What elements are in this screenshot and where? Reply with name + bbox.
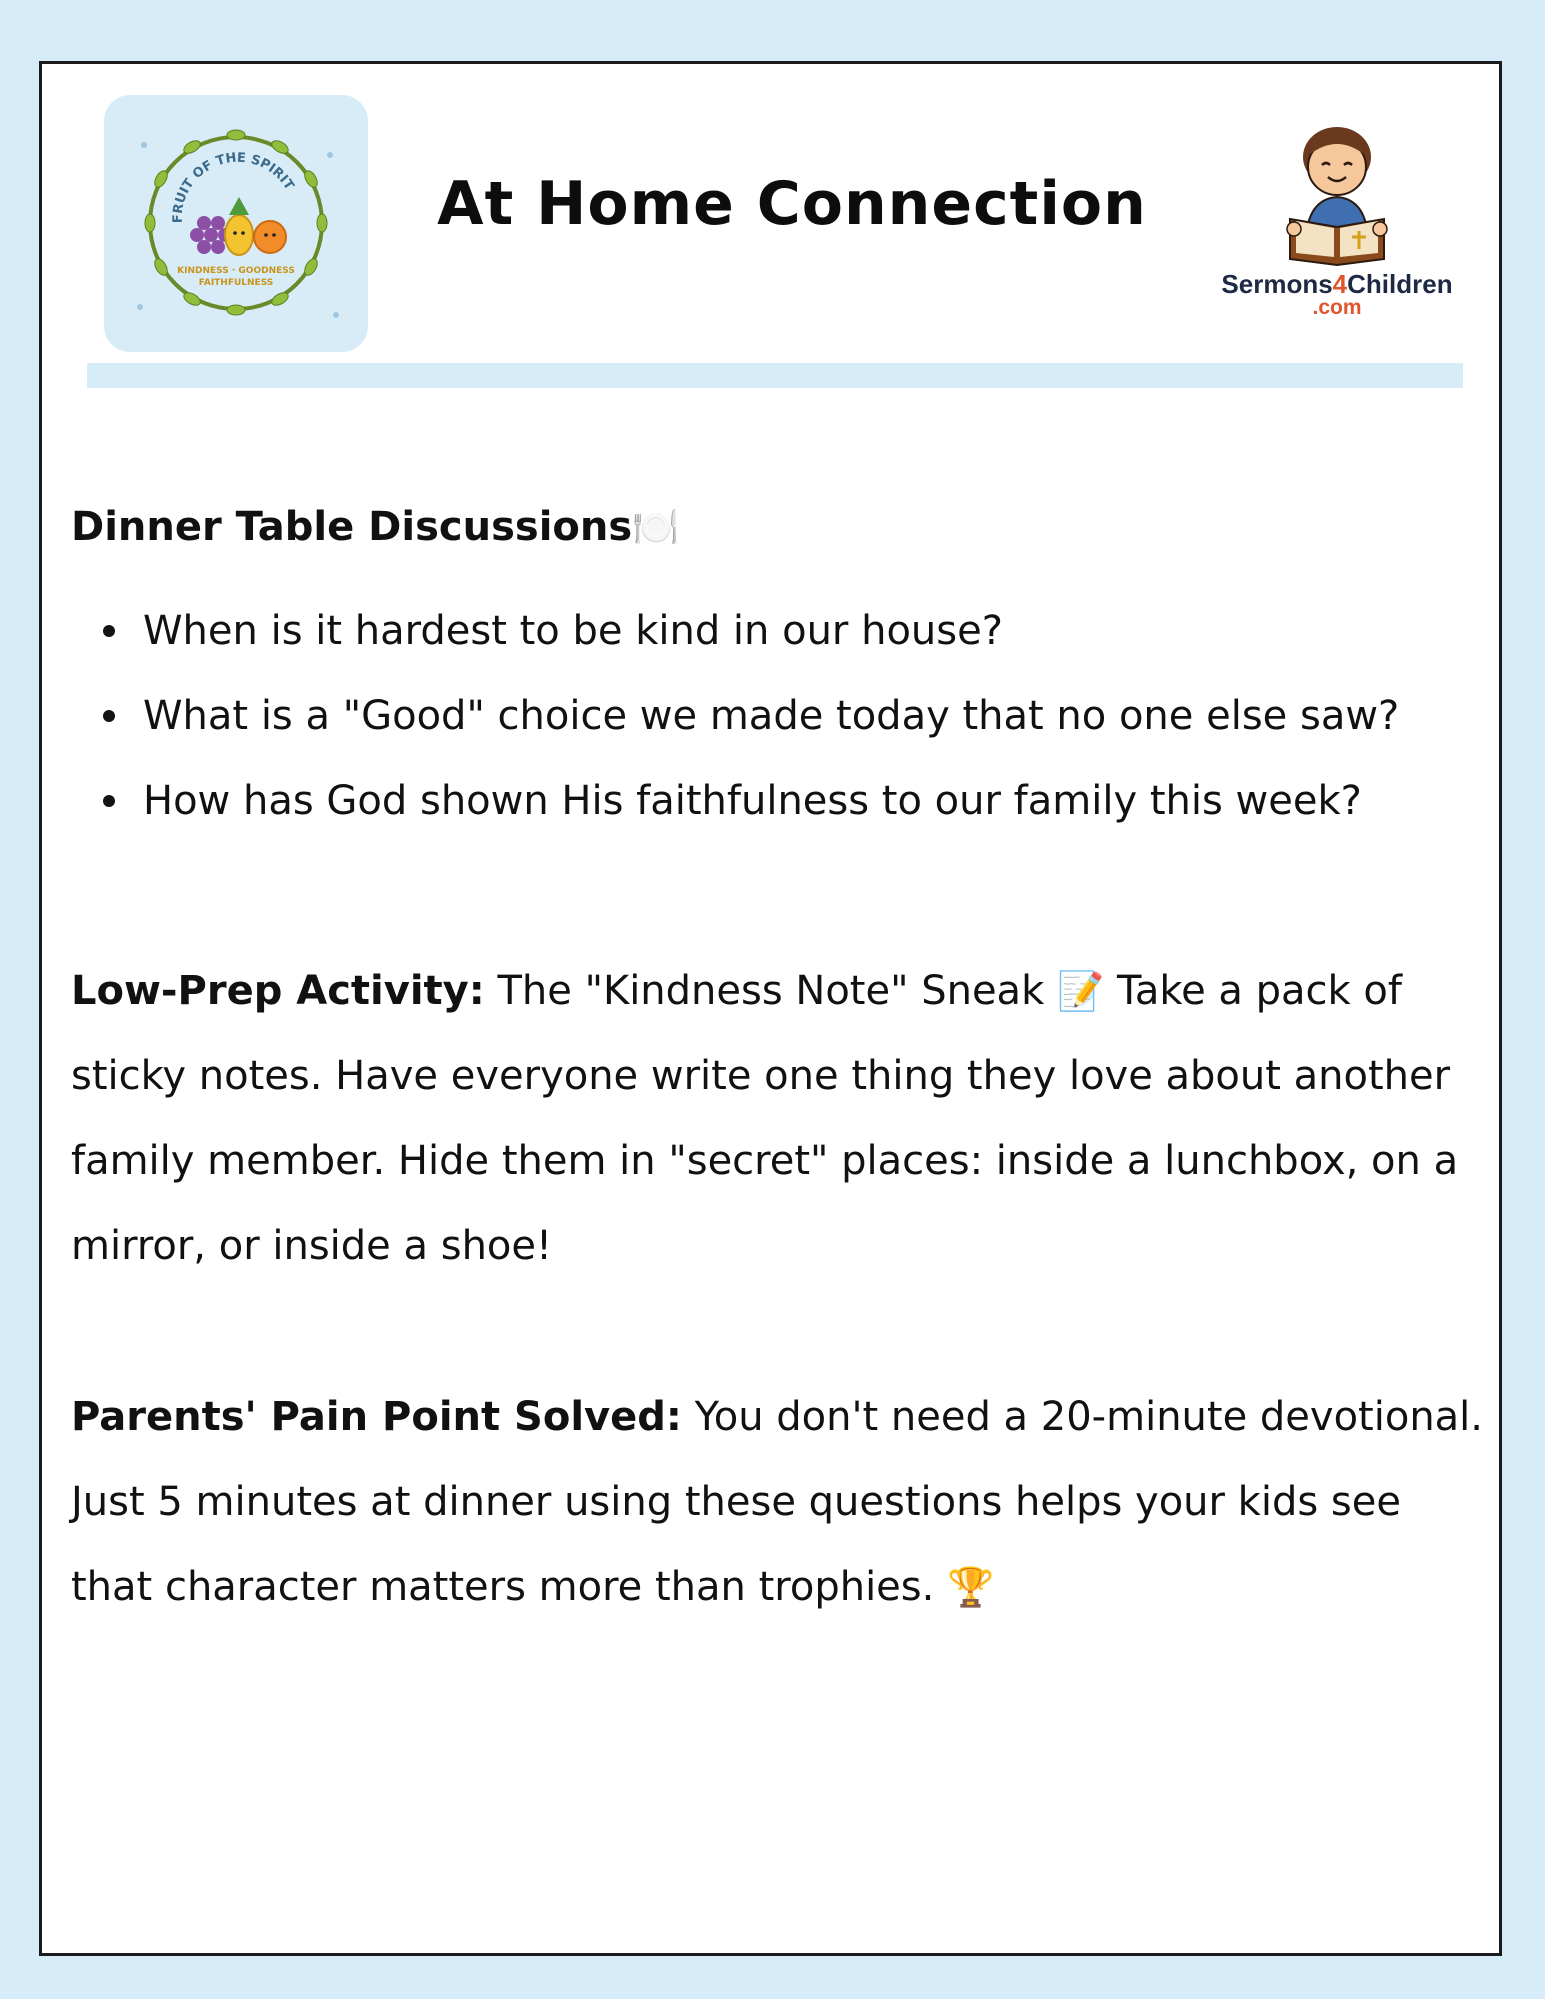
fruit-wreath-icon [104, 95, 368, 352]
low-prep-activity-paragraph [71, 949, 1491, 1289]
activity-label: Low-Prep Activity: [71, 968, 485, 1014]
list-item: How has God shown His faithfulness to our family this week? [143, 759, 1399, 844]
list-item: What is a "Good" choice we made today that no one else saw? [143, 674, 1399, 759]
sermons4children-logo [1212, 119, 1462, 349]
discussion-questions-list [71, 589, 1399, 844]
dinner-discussions-heading: Dinner Table Discussions🍽️ [71, 504, 680, 550]
svg-text:FRUIT OF THE SPIRIT: FRUIT OF THE SPIRIT [170, 150, 297, 224]
parents-text: You don't need a 20-minute devotional. Just 5 minutes at dinner using these questions helps your kids see that character matters more than trophies. [71, 1394, 1484, 1610]
activity-text: Take a pack of sticky notes. Have everyone write one thing they love about another family member. Hide them in "secret" places: inside a lunchbox, on a mirror, or inside a shoe! [71, 968, 1459, 1269]
plate-utensils-icon: 🍽️ [632, 505, 680, 549]
fruit-of-the-spirit-logo [104, 95, 368, 352]
memo-icon: 📝 [1056, 969, 1105, 1013]
child-reading-bible-icon [1212, 119, 1462, 269]
logo-virtues-line2: FAITHFULNESS [198, 278, 274, 288]
handout-page [39, 61, 1502, 1956]
brand-domain: .com [1312, 296, 1362, 319]
activity-title: The "Kindness Note" Sneak [497, 968, 1045, 1014]
list-item: When is it hardest to be kind in our house? [143, 589, 1399, 674]
trophy-icon: 🏆 [947, 1565, 995, 1609]
brand-name: Sermons4Children [1221, 269, 1453, 299]
header-divider [87, 363, 1463, 388]
parents-label: Parents' Pain Point Solved: [71, 1394, 682, 1440]
parents-pain-point-paragraph [71, 1375, 1491, 1630]
logo-virtues-line1: KINDNESS · GOODNESS [177, 266, 295, 276]
page-title: At Home Connection [437, 169, 1147, 239]
